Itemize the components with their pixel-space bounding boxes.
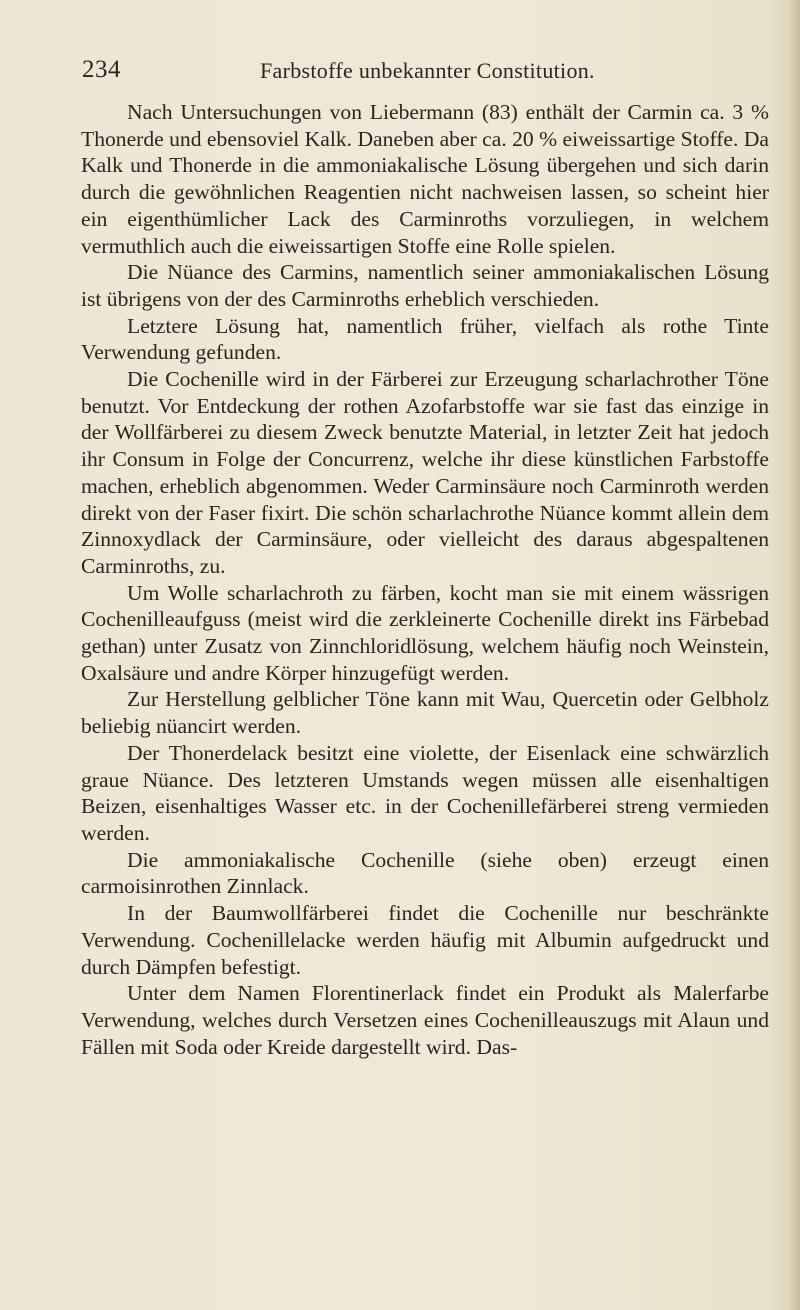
paragraph: Der Thonerdelack besitzt eine violette, der Eisenlack eine schwärzlich graue Nüance. Des letzteren Umstands wegen müssen alle eisenhaltigen Beizen, eisenhaltiges Wasser etc. in der Cochenillefärberei streng vermieden werden. (81, 740, 769, 845)
body-text (81, 99, 769, 1060)
page-edge (786, 0, 800, 1310)
paragraph: Zur Herstellung gelblicher Töne kann mit Wau, Quercetin oder Gelbholz beliebig nüancirt werden. (81, 687, 769, 739)
paragraph: In der Baumwollfärberei findet die Cochenille nur beschränkte Verwendung. Cochenillelacke werden häufig mit Albumin aufgedruckt und durch Dämpfen befestigt. (81, 901, 769, 979)
paragraph: Nach Untersuchungen von Liebermann (83) enthält der Carmin ca. 3 % Thonerde und ebensoviel Kalk. Daneben aber ca. 20 % eiweissartige Stoffe. Da Kalk und Thonerde in die ammoniakalische Lösung übergehen und sich darin durch die gewöhnlichen Reagentien nicht nachweisen lassen, so scheint hier ein eigenthümlicher Lack des Carminroths vorzuliegen, in welchem vermuthlich auch die eiweissartigen Stoffe eine Rolle spielen. (81, 100, 769, 258)
paragraph: Die Nüance des Carmins, namentlich seiner ammoniakalischen Lösung ist übrigens von der des Carminroths erheblich verschieden. (81, 260, 769, 311)
page-number: 234 (82, 56, 121, 83)
paragraph: Letztere Lösung hat, namentlich früher, vielfach als rothe Tinte Verwendung gefunden. (81, 313, 769, 365)
paragraph: Unter dem Namen Florentinerlack findet ein Produkt als Malerfarbe Verwendung, welches durch Versetzen eines Cochenilleauszugs mit Alaun und Fällen mit Soda oder Kreide dargestellt wird. Das- (81, 981, 769, 1059)
paragraph: Um Wolle scharlachroth zu färben, kocht man sie mit einem wässrigen Cochenilleaufguss (meist wird die zerkleinerte Cochenille direkt ins Färbebad gethan) unter Zusatz von Zinnchloridlösung, welchem häufig noch Weinstein, Oxalsäure und andre Körper hinzugefügt werden. (81, 580, 769, 685)
paragraph: Die ammoniakalische Cochenille (siehe oben) erzeugt einen carmoisinrothen Zinnlack. (81, 847, 769, 899)
running-title: Farbstoffe unbekannter Constitution. (260, 58, 595, 83)
page-header (82, 56, 756, 92)
paragraph: Die Cochenille wird in der Färberei zur Erzeugung scharlachrother Töne benutzt. Vor Entdeckung der rothen Azofarbstoffe war sie fast das einzige in der Wollfärberei zu diesem Zweck benutzte Material, in letzter Zeit hat jedoch ihr Consum in Folge der Concurrenz, welche ihr diese künstlichen Farbstoffe machen, erheblich abgenommen. Weder Carminsäure noch Carminroth werden direkt von der Faser fixirt. Die schön scharlachrothe Nüance kommt allein dem Zinnoxydlack der Carminsäure, oder vielleicht des daraus abgespaltenen Carminroths, zu. (81, 367, 769, 578)
